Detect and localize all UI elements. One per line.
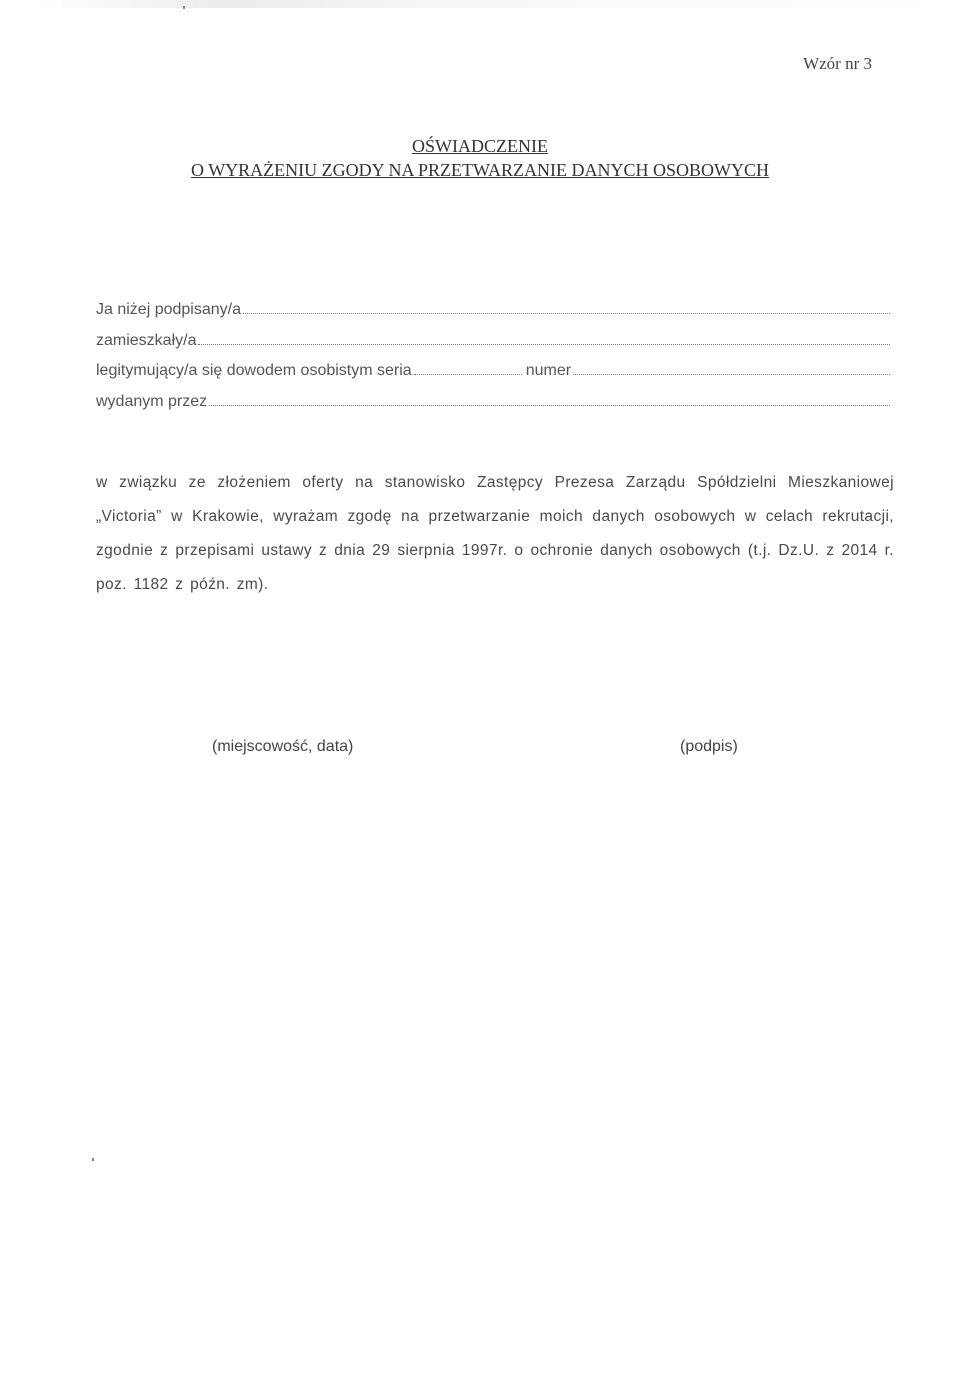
field-issued-by-blank[interactable] <box>209 392 890 406</box>
field-issued-by-label: wydanym przez <box>96 392 208 410</box>
document-title <box>0 134 960 182</box>
field-signed <box>96 300 890 331</box>
field-id-series-blank[interactable] <box>414 361 522 375</box>
form-number: Wzór nr 3 <box>803 54 872 73</box>
title-line-1: OŚWIADCZENIE <box>412 136 548 156</box>
scan-artifact <box>40 0 940 8</box>
field-resident <box>96 331 890 362</box>
field-signed-blank[interactable] <box>243 300 890 314</box>
field-id-number-label: numer <box>525 362 572 379</box>
place-date-label: (miejscowość, data) <box>212 738 354 755</box>
field-resident-label: zamieszkały/a <box>96 331 197 349</box>
personal-data-fields <box>96 300 890 422</box>
signature-label: (podpis) <box>680 738 738 755</box>
field-issued-by <box>96 392 890 423</box>
title-line-2: O WYRAŻENIU ZGODY NA PRZETWARZANIE DANYCH OSOBOWYCH <box>191 160 769 180</box>
field-resident-blank[interactable] <box>198 331 890 345</box>
consent-statement: w związku ze złożeniem oferty na stanowisko Zastępcy Prezesa Zarządu Spółdzielni Mieszkaniowej „Victoria” w Krakowie, wyrażam zgodę na przetwarzanie moich danych osobowych w celach rekrutacji, zgodnie z przepisami ustawy z dnia 29 sierpnia 1997r. o ochronie danych osobowych (t.j. Dz.U. z 2014 r. poz. 1182 z późn. zm). <box>96 474 894 593</box>
field-signed-label: Ja niżej podpisany/a <box>96 301 241 318</box>
field-id <box>96 361 890 392</box>
field-id-series-label: legitymujący/a się dowodem osobistym seria <box>96 362 412 379</box>
scan-speck <box>183 6 185 9</box>
scan-speck <box>92 1158 94 1161</box>
field-id-number-blank[interactable] <box>573 361 890 375</box>
